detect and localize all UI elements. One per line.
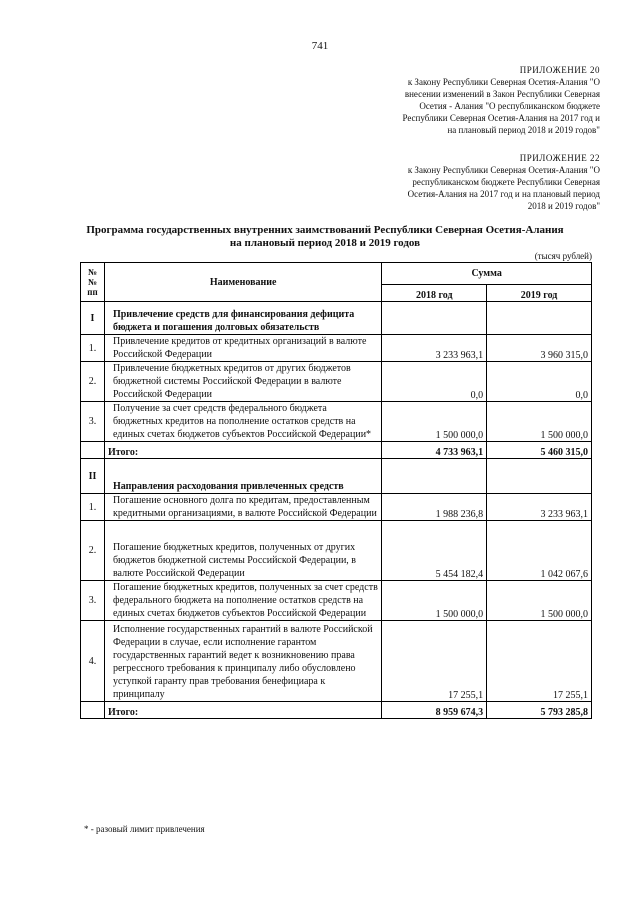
row-value-2018: 0,0 xyxy=(382,362,487,402)
row-value-2018: 1 500 000,0 xyxy=(382,402,487,442)
appendix-22-line: Осетия-Алания на 2017 год и на плановый период xyxy=(407,189,600,199)
header-sum: Сумма xyxy=(382,263,592,285)
table-row xyxy=(81,494,592,521)
total-label: Итого: xyxy=(104,702,381,719)
document-title-line2: на плановый период 2018 и 2019 годов xyxy=(229,237,421,249)
row-value-2019: 17 255,1 xyxy=(487,621,592,702)
appendix-20-title: ПРИЛОЖЕНИЕ 20 xyxy=(519,65,600,75)
total-2019: 5 460 315,0 xyxy=(487,442,592,459)
document-title-line1: Программа государственных внутренних заимствований Республики Северная Осетия-Алания xyxy=(86,224,564,236)
row-name: Привлечение кредитов от кредитных организаций в валюте Российской Федерации xyxy=(104,335,381,362)
header-2019: 2019 год xyxy=(487,285,592,302)
table-row xyxy=(81,402,592,442)
appendix-22-line: республиканском бюджете Республики Северная xyxy=(412,177,600,187)
row-name: Исполнение государственных гарантий в валюте Российской Федерации в случае, если исполнение гарантом государственных гарантий ведет к возникновению права регрессного требования к принципалу либо обусловлено уступкой гаранту прав требования бенефициара к принципалу xyxy=(104,621,381,702)
appendix-22-title: ПРИЛОЖЕНИЕ 22 xyxy=(519,153,600,163)
table-row xyxy=(81,621,592,702)
row-value-2019: 0,0 xyxy=(487,362,592,402)
row-num: 4. xyxy=(81,621,105,702)
row-num: 2. xyxy=(81,521,105,581)
row-name: Получение за счет средств федерального бюджета бюджетных кредитов на пополнение остатков средств на единых счетах бюджетов субъектов Российской Федерации* xyxy=(104,402,381,442)
document-title xyxy=(60,224,590,250)
table-row xyxy=(81,521,592,581)
row-num: 3. xyxy=(81,402,105,442)
total-label: Итого: xyxy=(104,442,381,459)
appendix-20-line: Республики Северная Осетия-Алания на 2017 год и xyxy=(402,113,600,123)
total-2018: 4 733 963,1 xyxy=(382,442,487,459)
row-value-2019: 1 500 000,0 xyxy=(487,402,592,442)
row-value-2018: 3 233 963,1 xyxy=(382,335,487,362)
row-value-2018: 17 255,1 xyxy=(382,621,487,702)
table-row xyxy=(81,362,592,402)
table-row xyxy=(81,335,592,362)
row-num: 1. xyxy=(81,335,105,362)
row-value-2019: 1 500 000,0 xyxy=(487,581,592,621)
row-value-2019: 3 233 963,1 xyxy=(487,494,592,521)
units-label: (тысяч рублей) xyxy=(534,251,592,261)
appendix-22-line: 2018 и 2019 годов" xyxy=(527,201,600,211)
row-value-2019: 3 960 315,0 xyxy=(487,335,592,362)
section-2-title: Направления расходования привлеченных средств xyxy=(104,459,381,494)
appendix-20-line: к Закону Республики Северная Осетия-Алания "О xyxy=(407,77,600,87)
appendix-20-header xyxy=(380,64,600,136)
table-row xyxy=(81,581,592,621)
row-num: 2. xyxy=(81,362,105,402)
appendix-20-line: на плановый период 2018 и 2019 годов" xyxy=(447,125,600,135)
section-2-total-row xyxy=(81,702,592,719)
row-name: Погашение бюджетных кредитов, полученных за счет средств федерального бюджета на пополнение остатков средств на единых счетах бюджетов субъектов Российской Федерации xyxy=(104,581,381,621)
total-2019: 5 793 285,8 xyxy=(487,702,592,719)
section-1-title: Привлечение средств для финансирования дефицита бюджета и погашения долговых обязательств xyxy=(104,302,381,335)
section-2-num: II xyxy=(81,459,105,494)
row-num: 1. xyxy=(81,494,105,521)
row-num: 3. xyxy=(81,581,105,621)
row-name: Привлечение бюджетных кредитов от других бюджетов бюджетной системы Российской Федерации в валюте Российской Федерации xyxy=(104,362,381,402)
appendix-22-header xyxy=(380,152,600,212)
footnote: * - разовый лимит привлечения xyxy=(84,824,205,834)
row-name: Погашение основного долга по кредитам, предоставленным кредитными организациями, в валюте Российской Федерации xyxy=(104,494,381,521)
row-value-2018: 1 988 236,8 xyxy=(382,494,487,521)
row-name: Погашение бюджетных кредитов, полученных от других бюджетов бюджетной системы Российской Федерации, в валюте Российской Федерации xyxy=(104,521,381,581)
row-value-2018: 5 454 182,4 xyxy=(382,521,487,581)
borrowing-program-table xyxy=(80,262,592,719)
appendix-20-line: внесении изменений в Закон Республики Северная xyxy=(404,89,600,99)
header-2018: 2018 год xyxy=(382,285,487,302)
total-2018: 8 959 674,3 xyxy=(382,702,487,719)
row-value-2019: 1 042 067,6 xyxy=(487,521,592,581)
header-num: №№ пп xyxy=(81,263,105,302)
section-1-num: I xyxy=(81,302,105,335)
header-name: Наименование xyxy=(104,263,381,302)
page-number: 741 xyxy=(311,40,329,52)
appendix-20-line: Осетия - Алания "О республиканском бюджете xyxy=(419,101,600,111)
section-1-total-row xyxy=(81,442,592,459)
row-value-2018: 1 500 000,0 xyxy=(382,581,487,621)
appendix-22-line: к Закону Республики Северная Осетия-Алания "О xyxy=(407,165,600,175)
